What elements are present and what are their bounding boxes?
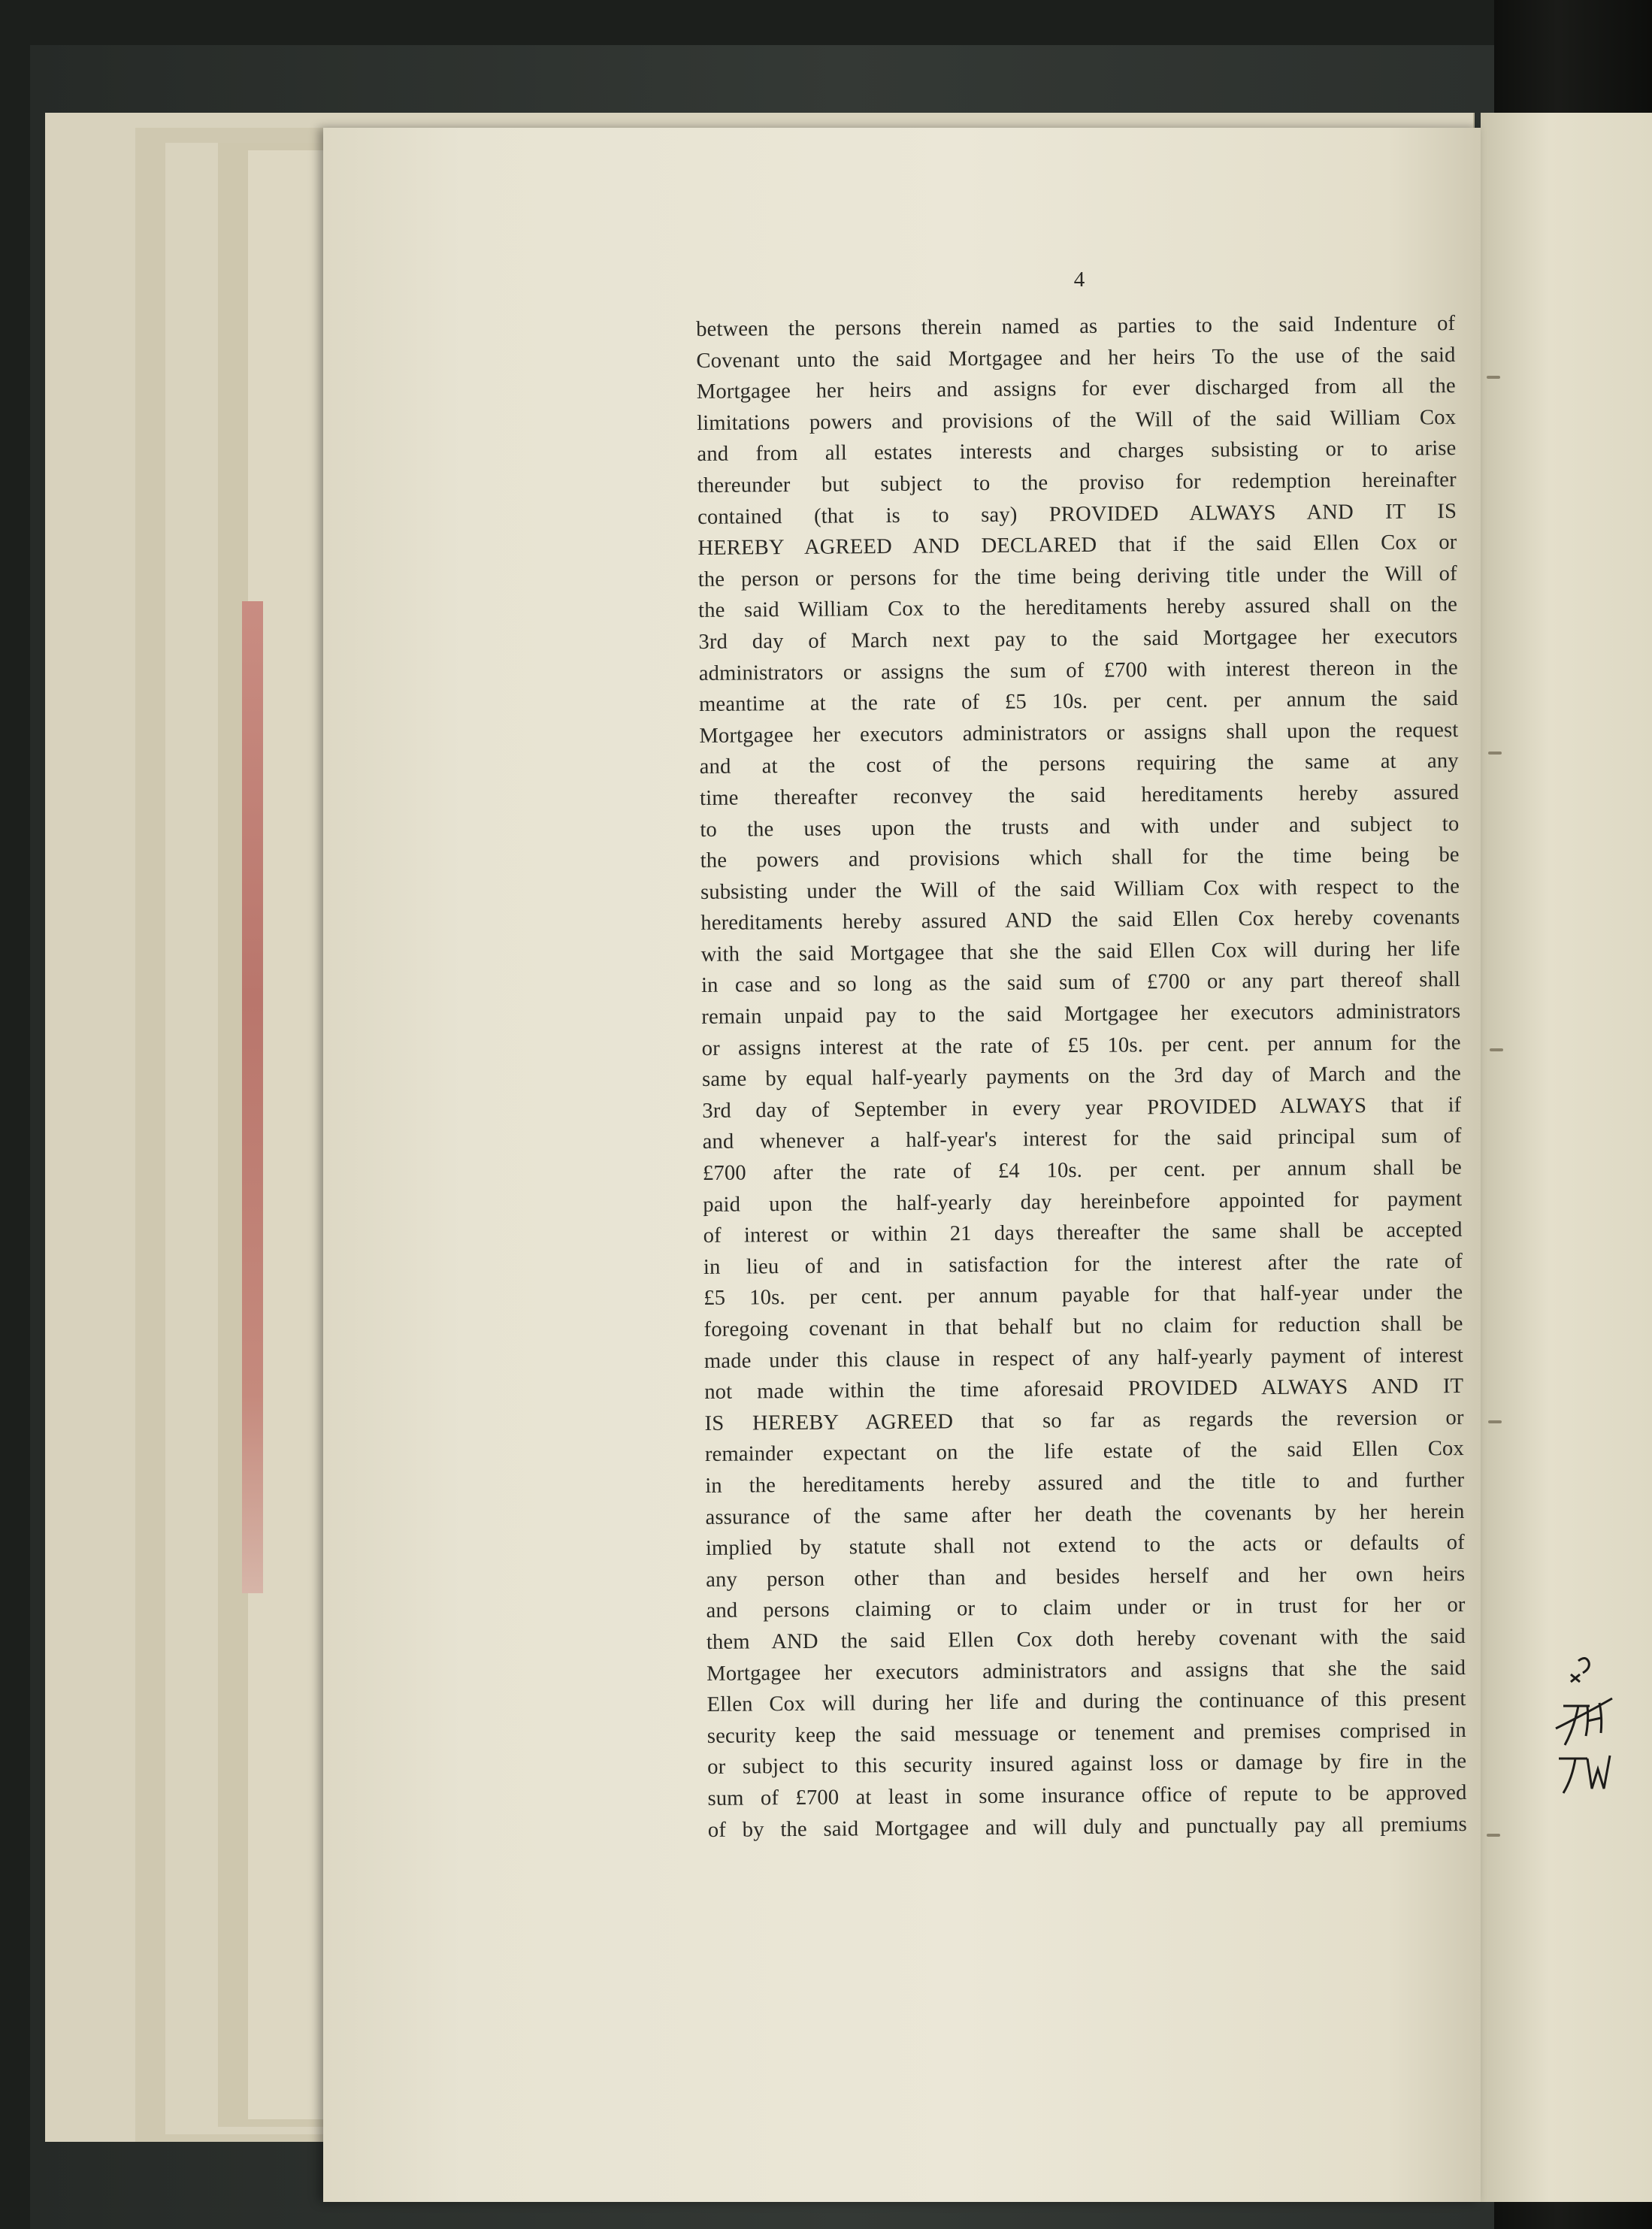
text-line: IS HEREBY AGREED that so far as regards the reversion or <box>704 1405 1464 1435</box>
text-line: foregoing covenant in that behalf but no claim for reduction shall be <box>703 1312 1463 1341</box>
text-line: administrators or assigns the sum of £700 with interest thereon in the <box>698 655 1458 685</box>
text-line: implied by statute shall not extend to the acts or defaults of <box>705 1531 1465 1561</box>
text-line: of interest or within 21 days thereafter the same shall be accepted <box>703 1218 1463 1248</box>
binding-stitch <box>1488 752 1502 755</box>
text-line: in the hereditaments hereby assured and the title to and further <box>705 1468 1465 1498</box>
text-line: Mortgagee her heirs and assigns for ever discharged from all the <box>696 374 1456 404</box>
text-line: limitations powers and provisions of the Will of the said William Cox <box>697 405 1457 435</box>
text-line: in lieu of and in satisfaction for the interest after the rate of <box>703 1249 1463 1279</box>
text-line: subsisting under the Will of the said William Cox with respect to the <box>700 874 1460 904</box>
text-line: Covenant unto the said Mortgagee and her heirs To the use of the said <box>696 343 1456 373</box>
text-line: between the persons therein named as parties to the said Indenture of <box>696 312 1456 341</box>
binding-stitch <box>1487 376 1500 379</box>
text-line: and whenever a half-year's interest for the said principal sum of <box>702 1124 1462 1154</box>
text-line: the said William Cox to the hereditaments hereby assured shall on the <box>697 593 1458 623</box>
text-line: £700 after the rate of £4 10s. per cent. per annum shall be <box>702 1156 1463 1185</box>
handwritten-initials <box>1548 1653 1616 1804</box>
text-line: assurance of the same after her death the covenants by her herein <box>705 1499 1465 1529</box>
text-line: Mortgagee her executors administrators or assigns shall upon the request <box>699 718 1459 748</box>
text-line: remainder expectant on the life estate of the said Ellen Cox <box>704 1437 1465 1467</box>
text-line: meantime at the rate of £5 10s. per cent. per annum the said <box>698 687 1459 717</box>
text-line: any person other than and besides herself and her own heirs <box>706 1562 1466 1592</box>
text-line: and from all estates interests and charges subsisting or to arise <box>697 437 1457 467</box>
text-line: contained (that is to say) PROVIDED ALWAYS AND IT IS <box>697 499 1457 529</box>
text-line: 3rd day of September in every year PROVIDED ALWAYS that if <box>702 1093 1462 1123</box>
text-line: Mortgagee her executors administrators and assigns that she the said <box>706 1656 1466 1686</box>
text-line: to the uses upon the trusts and with under and subject to <box>700 812 1460 842</box>
text-line: sum of £700 at least in some insurance office of repute to be approved <box>707 1780 1467 1810</box>
text-line: same by equal half-yearly payments on the 3rd day of March and the <box>701 1062 1462 1092</box>
text-line: hereditaments hereby assured AND the said Ellen Cox hereby covenants <box>700 906 1460 936</box>
binding-stitch <box>1488 1420 1502 1423</box>
text-line: and persons claiming or to claim under or in trust for her or <box>706 1593 1466 1623</box>
text-line: security keep the said messuage or tenement and premises comprised in <box>706 1718 1466 1748</box>
text-line: £5 10s. per cent. per annum payable for that half-year under the <box>703 1281 1463 1311</box>
text-line: with the said Mortgagee that she the said Ellen Cox will during her life <box>700 936 1460 966</box>
page-number: 4 <box>1073 268 1085 292</box>
text-line: of by the said Mortgagee and will duly and punctually pay all premiums <box>707 1812 1467 1842</box>
body-text <box>696 308 1467 1846</box>
text-line: the powers and provisions which shall for the time being be <box>700 843 1460 873</box>
text-line: remain unpaid pay to the said Mortgagee her executors administrators <box>701 1000 1461 1030</box>
text-line: them AND the said Ellen Cox doth hereby covenant with the said <box>706 1624 1466 1654</box>
text-line: time thereafter reconvey the said hereditaments hereby assured <box>699 780 1460 810</box>
binding-stitch <box>1487 1834 1500 1837</box>
text-line: or subject to this security insured against loss or damage by fire in the <box>707 1750 1467 1780</box>
text-line: 3rd day of March next pay to the said Mortgagee her executors <box>698 624 1458 654</box>
text-line: and at the cost of the persons requiring the same at any <box>699 749 1459 779</box>
text-line: not made within the time aforesaid PROVIDED ALWAYS AND IT <box>704 1375 1464 1405</box>
text-line: Ellen Cox will during her life and during the continuance of this present <box>706 1687 1466 1717</box>
ribbon-edge <box>242 601 263 1593</box>
text-line: or assigns interest at the rate of £5 10s. per cent. per annum for the <box>701 1030 1461 1060</box>
text-line: the person or persons for the time being deriving title under the Will of <box>697 561 1457 591</box>
binding-stitch <box>1490 1048 1503 1051</box>
text-line: HEREBY AGREED AND DECLARED that if the said Ellen Cox or <box>697 531 1457 561</box>
facing-page <box>1481 113 1652 2202</box>
text-line: paid upon the half-yearly day hereinbefore appointed for payment <box>703 1187 1463 1217</box>
text-line: thereunder but subject to the proviso for redemption hereinafter <box>697 468 1457 498</box>
text-line: in case and so long as the said sum of £700 or any part thereof shall <box>700 968 1461 998</box>
text-line: made under this clause in respect of any half-yearly payment of interest <box>703 1343 1464 1373</box>
